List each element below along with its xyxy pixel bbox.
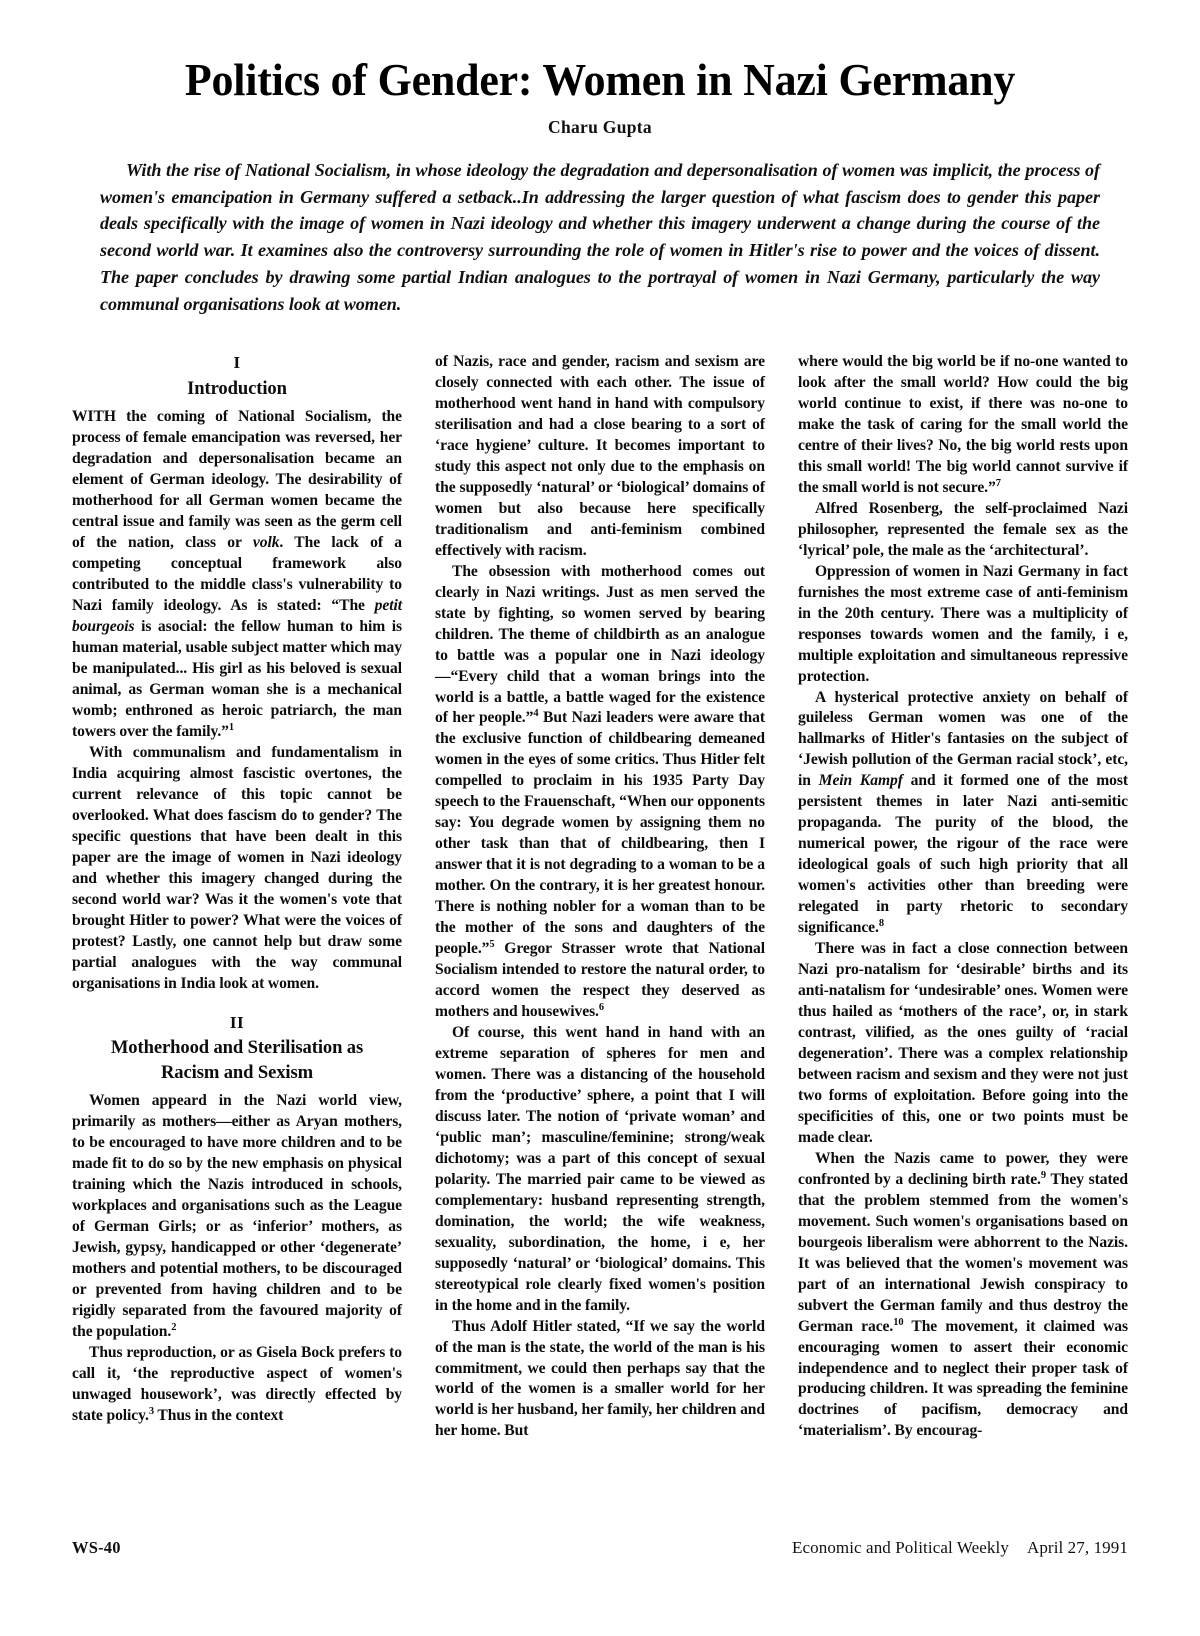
paragraph-text: They stated that the problem stemmed from the women's movement. Such women's organisations based on bourgeois liberalism were abhorrent to the Nazis. It was believed that the women's movement was part of an international Jewish conspiracy to subvert the German family and thus destroy the German race. [798,1170,1128,1335]
footnote-ref: 7 [995,477,1001,489]
paragraph [798,939,1128,1149]
section-1-title: Introduction [187,377,287,399]
paragraph [798,499,1128,562]
column-1 [72,352,402,1442]
section-2-title-line2: Racism and Sexism [160,1061,314,1083]
footnote-ref: 10 [893,1316,904,1328]
paragraph-text: With communalism and fundamentalism in India acquiring almost fascistic overtones, the current relevance of this topic cannot be overlooked. What does fascism do to gender? The specific questions that have been dealt in this paper are the image of women in Nazi ideology and whether this imagery changed during the second world war? Was it the women's vote that brought Hitler to power? What were the voices of protest? Lastly, one cannot help but draw some partial analogues with the way communal organisations in India look at women. [72,743,402,992]
paragraph [435,352,765,562]
section-2-title [72,1036,402,1085]
paragraph [72,1343,402,1427]
title-block [0,0,1200,138]
section-1-number: I [233,353,241,372]
paragraph-text: of Nazis, race and gender, racism and sexism are closely connected with each other. The issue of motherhood went hand in hand with compulsory sterilisation and had a close bearing to a sort of ‘race hygiene’ culture. It becomes important to study this aspect not only due to the emphasis on the supposedly ‘natural’ or ‘biological’ domains of women but also because here specifically traditionalism and anti-feminism combined effectively with racism. [435,353,765,559]
section-2-number: II [229,1012,245,1032]
footer-journal-name: Economic and Political Weekly [791,1538,1009,1557]
paragraph-text: where would the big world be if no-one wanted to look after the small world? How could the big world continue to exist, if there was no-one to make the task of caring for the small world the centre of their lives? No, the big world rests upon this small world! The big world cannot survive if the small world is not secure.” [798,353,1128,496]
paragraph-text: Thus Adolf Hitler stated, “If we say the world of the man is the state, the world of the man is his commitment, we could then perhaps say that the world of the women is a smaller world for her world is her husband, her family, her children and her home. But [435,1317,765,1440]
paragraph-text: The movement, it claimed was encouraging women to assert their economic independence and to neglect their proper task of producing children. It was spreading the feminine doctrines of pacifism, democracy and ‘materialism’. By encourag- [798,1317,1128,1440]
paragraph-text: When the Nazis came to power, they were confronted by a declining birth rate. [798,1149,1128,1188]
paragraph-text: . The lack of a competing conceptual framework also contributed to the middle class's vulnerability to Nazi family ideology. As is stated: “The [72,534,402,615]
paragraph-text: Of course, this went hand in hand with an extreme separation of spheres for men and women. There was a distancing of the household from the ‘productive’ sphere, a point that I will discuss later. The notion of ‘private woman’ and ‘public man’; masculine/feminine; strong/weak dichotomy; was a part of this concept of sexual polarity. The married pair came to be viewed as complementary: husband representing strength, domination, the world; the wife weakness, sexuality, subordination, the home, i e, her supposedly ‘natural’ or ‘biological’ domains. This stereotypical role clearly fixed women's position in the home and in the family. [435,1024,765,1314]
paragraph-text: and it formed one of the most persistent themes in later Nazi anti-semitic propaganda. The purity of the blood, the numerical power, the rigour of the race were ideological goals of such high priority that all women's activities other than breeding were relegated in party rhetoric to secondary significance. [798,772,1128,937]
paragraph-text: A hysterical protective anxiety on behalf of guileless German women was one of the hallmarks of Hitler's fantasies on the subject of ‘Jewish pollution of the German racial stock’, etc, in [798,688,1128,790]
page-footer [72,1538,1128,1558]
paragraph-text: is asocial: the fellow human to him is human material, usable subject matter which may be manipulated... His girl as his beloved is sexual animal, as German woman she is a mechanical womb; enthroned as heroic patriarch, the man towers over the family.” [72,618,402,740]
paragraph [72,1091,402,1343]
page-title: Politics of Gender: Women in Nazi Germany [184,54,1016,105]
italic-title-mein-kampf: Mein Kampf [818,772,903,790]
footer-issue-date: April 27, 1991 [1026,1538,1128,1557]
footnote-ref: 9 [1040,1169,1047,1181]
paragraph-text: Gregor Strasser wrote that National Socialism intended to restore the natural order, to accord women the respect they deserved as mothers and housewives. [435,940,765,1021]
paragraph [72,407,402,743]
paragraph-text: But Nazi leaders were aware that the exclusive function of childbearing demeaned women in the eyes of some critics. Thus Hitler felt compelled to proclaim in his 1935 Party Day speech to the Frauenschaft, “When our opponents say: You degrade women by assigning them no other task than that of childbearing, then I answer that it is not degrading to a woman to be a mother. On the contrary, it is her greatest honour. There is nothing nobler for a woman than to be the mother of the sons and daughters of the people.” [435,709,765,958]
footnote-ref: 1 [228,721,234,733]
paragraph-text: There was in fact a close connection between Nazi pro-natalism for ‘desirable’ births and its anti-natalism for ‘undesirable’ ones. Women were thus hailed as ‘mothers of the race’, or, in stark contrast, vilified, as the ones guilty of ‘racial degeneration’. There was a complex relationship between racism and sexism and they were not just two forms of exploitation. Before going into the specificities of this, one or two points must be made clear. [798,940,1128,1146]
column-3 [798,352,1128,1442]
abstract [100,157,1100,318]
paragraph [435,1317,765,1443]
paragraph [798,352,1128,499]
paragraph-lead-word: WITH [72,408,116,426]
paragraph-text: Alfred Rosenberg, the self-proclaimed Nazi philosopher, represented the female sex as the ‘lyrical’ pole, the male as the ‘architectural’. [798,499,1128,559]
paragraph-text: Thus in the context [153,1406,284,1424]
author-name: Charu Gupta [548,116,652,137]
paragraph [798,1149,1128,1443]
paragraph-text: Thus reproduction, or as Gisela Bock prefers to call it, ‘the reproductive aspect of women's unwaged housework’, was directly effected by state policy. [72,1344,402,1424]
section-2-title-line1: Motherhood and Sterilisation as [110,1037,364,1059]
footnote-ref: 3 [148,1405,154,1417]
column-2 [435,352,765,1442]
footer-journal-info [792,1538,1128,1558]
paragraph-text: The obsession with motherhood comes out clearly in Nazi writings. Just as men served the state by fighting, so women served by bearing children. The theme of childbirth as an analogue to battle was a popular one in Nazi ideology—“Every child that a woman brings into the world is a battle, a battle waged for the existence of her people.” [435,562,765,727]
paragraph-text: Oppression of women in Nazi Germany in fact furnishes the most extreme case of anti-feminism in the 20th century. There was a multiplicity of responses towards women and the family, i e, multiple exploitation and simultaneous repressive protection. [798,562,1128,685]
paragraph-text: the coming of National Socialism, the process of female emancipation was reversed, her degradation and depersonalisation became an element of German ideology. The desirability of motherhood for all German women became the central issue and family was seen as the germ cell of the nation, class or [72,408,402,552]
footnote-ref: 2 [171,1321,177,1333]
body-columns [72,352,1128,1442]
footnote-ref: 6 [598,1001,605,1013]
paragraph-text: Women appeard in the Nazi world view, primarily as mothers—either as Aryan mothers, to be encouraged to have more children and to be made fit to do so by the new emphasis on physical training which the Nazis introduced in schools, workplaces and organisations such as the League of German Girls; or as ‘inferior’ mothers, as Jewish, gypsy, handicapped or other ‘degenerate’ mothers and potential mothers, to be discouraged or prevented from having children and to be rigidly separated from the favoured majority of the population. [72,1092,402,1341]
italic-term-volk: volk [252,534,280,552]
paragraph [435,1023,765,1317]
paragraph [798,688,1128,940]
footnote-ref: 4 [533,708,539,720]
footnote-ref: 5 [489,938,495,950]
paragraph [798,562,1128,688]
abstract-text: With the rise of National Socialism, in whose ideology the degradation and depersonalisation of women was implicit, the process of women's emancipation in Germany suffered a setback..In addressing the larger question of what fascism does to gender this paper deals specifically with the image of women in Nazi ideology and whether this imagery underwent a change during the course of the second world war. It examines also the controversy surrounding the role of women in Hitler's rise to power and the voices of dissent. The paper concludes by drawing some partial Indian analogues to the portrayal of women in Nazi Germany, particularly the way communal organisations look at women. [100,159,1100,315]
italic-term-petit-bourgeois: petit bourgeois [72,597,402,636]
footnote-ref: 8 [878,917,884,929]
paragraph [72,743,402,995]
paragraph [435,562,765,1023]
footer-page-number: WS-40 [72,1538,121,1557]
